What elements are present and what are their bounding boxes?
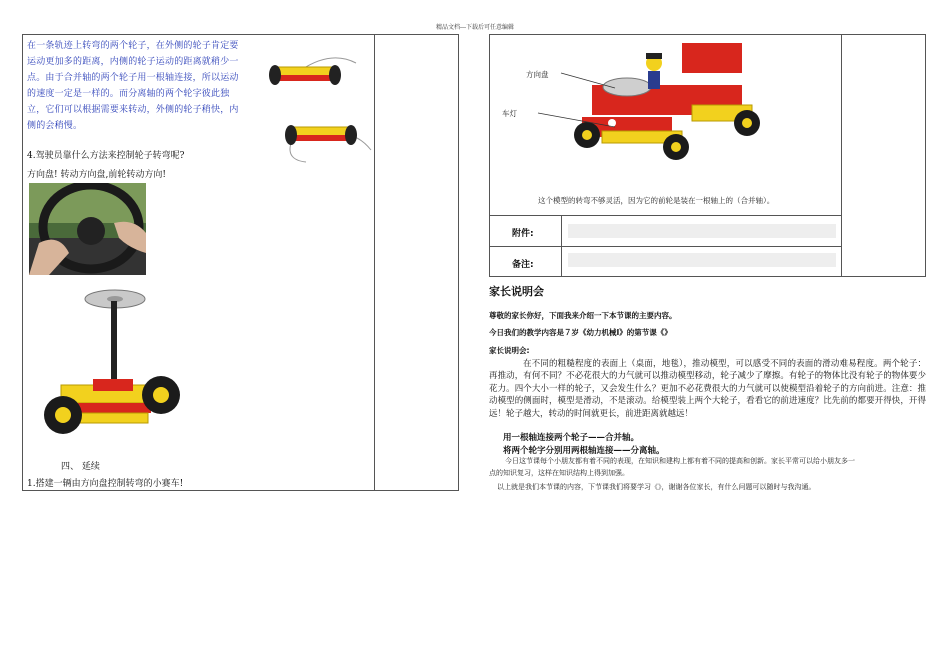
lesson-body: 在不同的粗糙程度的表面上（桌面，地毯），推动模型，可以感受不同的表面的滑动难易程度。两个轮子：再推动，有何不同？不必花很大的力气就可以推动模型移动，轮子减少了摩擦。有轮子的物体比没有轮子的物体要少花力。四个大小一样的轮子，又会发生什么？更加不必花费很大的力气就可以使模型沿着轮子的方向前进。注意：推动模型的侧面时，模型是滑动，不是滚动。给模型装上两个大轮子，看看它的前进速度？比先前的都要开得快，开得远！轮子越大，转动的时间就更长，前进距离就越远！ (489, 359, 926, 419)
label-headlight: 车灯 (502, 109, 517, 118)
row-divider (490, 246, 841, 247)
label-steering-wheel: 方向盘 (526, 70, 549, 79)
remarks-label: 备注: (512, 260, 534, 270)
attachment-field[interactable] (568, 224, 836, 238)
right-table (489, 34, 926, 277)
lesson-info: 今日我们的教学内容是７岁《幼力机械Ⅰ》的第节课《》 (489, 328, 672, 337)
parent-notes-label: 家长说明会: (489, 346, 530, 355)
steering-wheel-photo (29, 183, 146, 275)
steering-axle-model-image (43, 287, 183, 447)
parent-notes-title: 家长说明会 (489, 285, 544, 298)
column-divider (841, 35, 842, 276)
remarks-field[interactable] (568, 253, 836, 267)
left-table (22, 34, 459, 491)
axle-assemblies-image (261, 45, 373, 163)
closing-text: 以上就是我们本节课的内容，下节课我们将要学习《》，谢谢各位家长，有什么问题可以随时与我沟通。 (497, 483, 816, 491)
explanation-line: 侧的会稍慢。 (27, 121, 83, 131)
question-4: 4.驾驶员靠什么方法来控制轮子转弯呢? (27, 151, 185, 161)
key-point-2: 将两个轮字分别用两根轴连接——分离轴。 (503, 446, 665, 456)
answer-text: 方向盘! 转动方向盘,前轮转动方向! (27, 170, 166, 180)
explanation-line: 在一条轨迹上转弯的两个轮子，在外侧的轮子肯定要 (27, 41, 239, 51)
explanation-line: 点。由于合并轴的两个轮子用一根轴连接，所以运动 (27, 73, 239, 83)
explanation-line: 的速度一定是一样的。而分离轴的两个轮字彼此独 (27, 89, 230, 99)
section-title: 四、 延续 (61, 462, 100, 472)
callout-lines (490, 35, 841, 215)
summary-line-1: 今日这节课每个小朋友都有着不同的表现，在知识和建构上都有着不同的提高和创新。家长平常可以给小朋友多一 (505, 457, 855, 465)
explanation-line: 立，它们可以根据需要来转动，外侧的轮子稍快，内 (27, 105, 239, 115)
parent-greeting: 尊敬的家长你好，下面我来介绍一下本节课的主要内容。 (489, 311, 677, 320)
explanation-text (27, 38, 259, 134)
cell-divider (561, 215, 562, 277)
key-point-1: 用一根轴连接两个轮子——合并轴。 (503, 433, 640, 443)
explanation-line: 运动更加多的距离，内侧的轮子运动的距离就稍少一 (27, 57, 239, 67)
task-text: 1.搭建一辆由方向盘控制转弯的小赛车! (27, 479, 184, 489)
column-divider (374, 35, 375, 490)
row-divider (490, 215, 841, 216)
page-header: 精品文档---下载后可任意编辑 (435, 24, 515, 31)
attachment-label: 附件: (512, 229, 534, 239)
image-caption: 这个模型的转弯不够灵活，因为它的前轮是装在一根轴上的（合并轴）。 (538, 196, 775, 205)
summary-line-2: 点的知识复习，这样在知识结构上得到加强。 (489, 469, 629, 477)
